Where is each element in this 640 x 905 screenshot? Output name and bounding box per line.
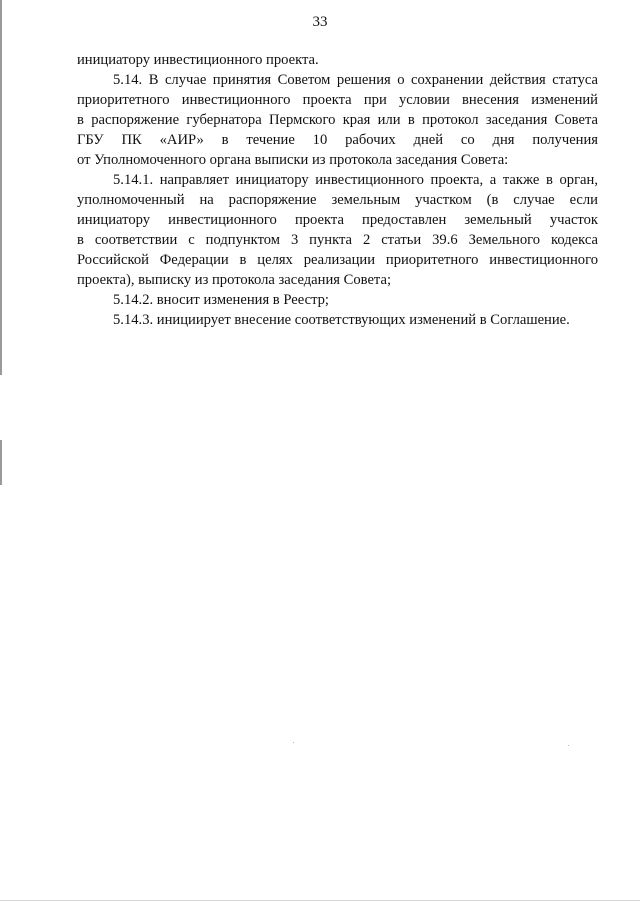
document-body [77,50,598,330]
page-number: 33 [312,14,328,30]
paragraph-5-14-2: 5.14.2. вносит изменения в Реестр; [113,292,329,308]
text-line: уполномоченный на распоряжение земельным участком (в случае если [77,192,598,208]
paragraph-5-14-3: 5.14.3. инициирует внесение соответствующих изменений в Соглашение. [113,312,570,328]
text-line: ГБУ ПК «АИР» в течение 10 рабочих дней со дня получения [77,132,598,148]
text-line: от Уполномоченного органа выписки из протокола заседания Совета: [77,152,509,168]
paragraph-5-14-1-start: 5.14.1. направляет инициатору инвестиционного проекта, а также в орган, [113,172,598,188]
text-line: в соответствии с подпунктом 3 пункта 2 статьи 39.6 Земельного кодекса [77,232,598,248]
text-line: в распоряжение губернатора Пермского края или в протокол заседания Совета [77,112,598,128]
scan-edge-mark [0,0,2,375]
text-line: инициатору инвестиционного проекта. [77,52,319,68]
text-line: приоритетного инвестиционного проекта при условии внесения изменений [77,92,598,108]
scan-speck [568,745,569,746]
text-line: проекта), выписку из протокола заседания Совета; [77,272,392,288]
paragraph-5-14-start: 5.14. В случае принятия Советом решения о сохранении действия статуса [113,72,598,88]
scan-speck [293,742,294,743]
text-line: Российской Федерации в целях реализации приоритетного инвестиционного [77,252,598,268]
scan-edge-mark [0,440,2,485]
scan-bottom-edge [0,900,640,901]
text-line: инициатору инвестиционного проекта предоставлен земельный участок [77,212,598,228]
